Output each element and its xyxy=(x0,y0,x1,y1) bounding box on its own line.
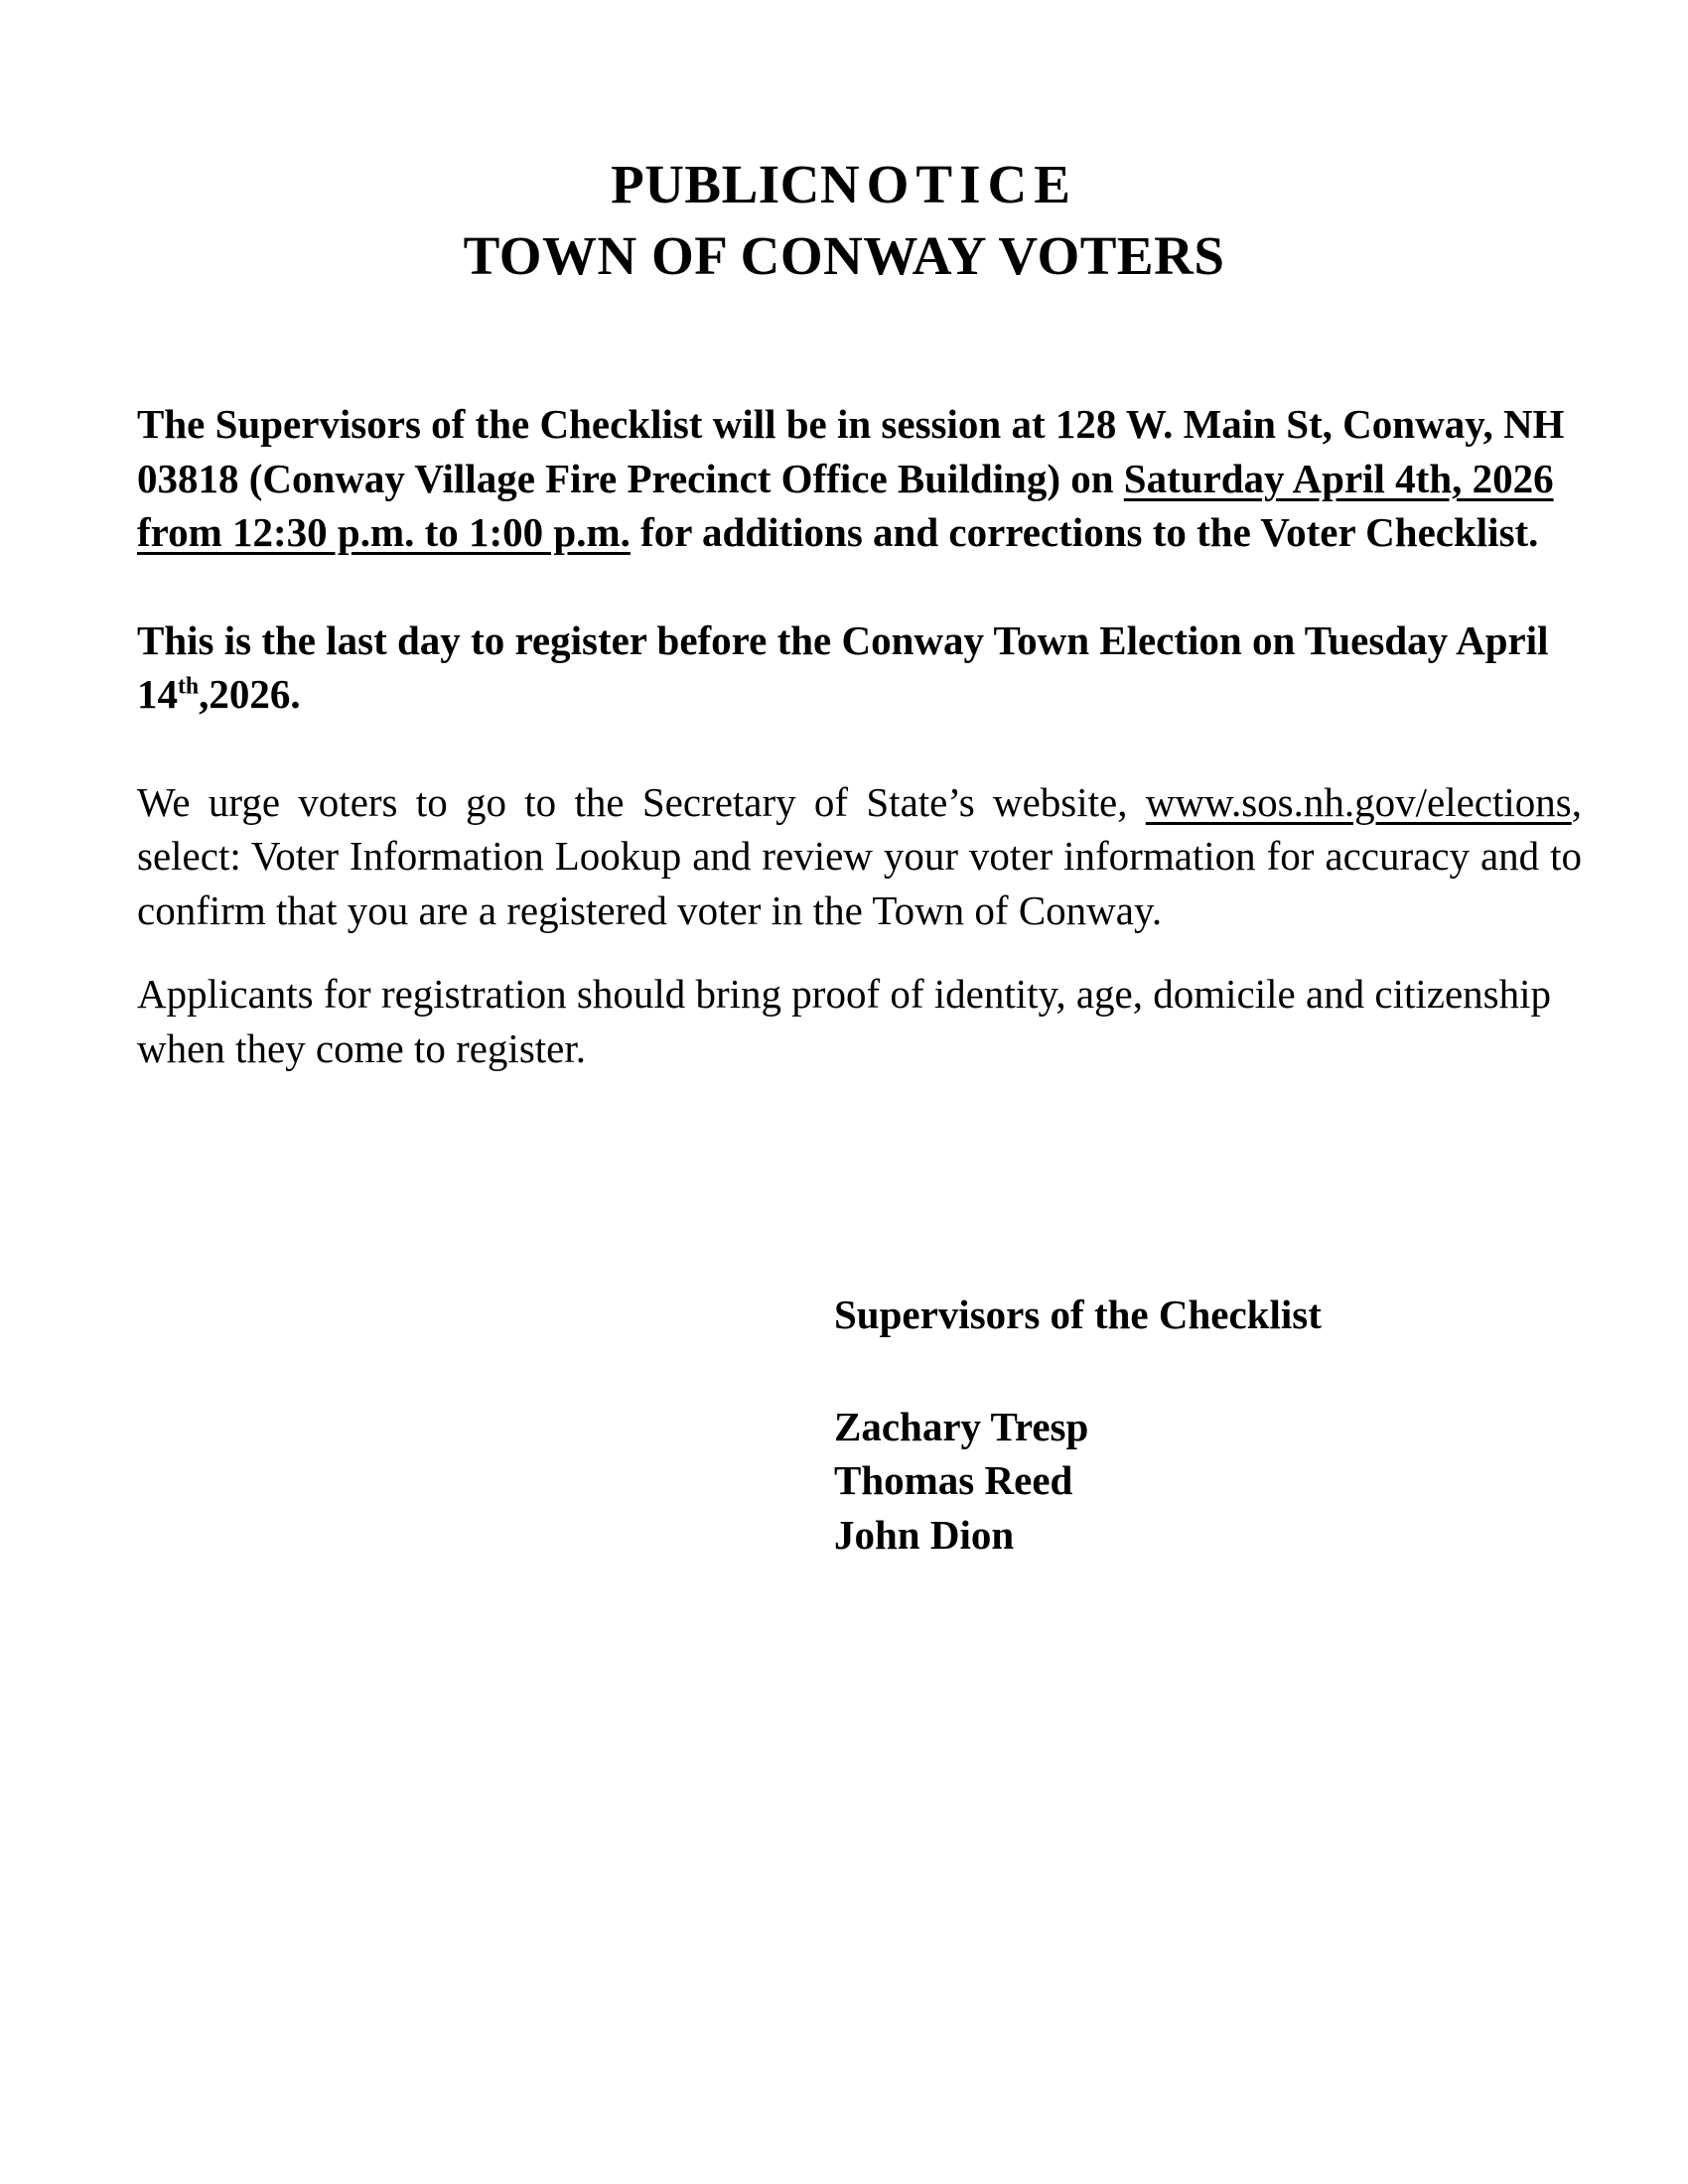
last-day-text-before-ordinal: This is the last day to register before the Conway Town Election on Tuesday April 14 xyxy=(137,616,1549,717)
page-title-line-2: TOWN OF CONWAY VOTERS xyxy=(463,225,1225,286)
signature-heading: Supervisors of the Checklist xyxy=(834,1292,1322,1337)
paragraph-secretary-of-state xyxy=(137,775,1582,938)
paragraph-applicants-requirements: Applicants for registration should bring proof of identity, age, domicile and citizenship when they come to register. xyxy=(137,971,1552,1071)
title-public-word: PUBLIC xyxy=(611,154,820,214)
session-date-time-underlined: Saturday April 4th, 2026 from 12:30 p.m. to 1:00 p.m. xyxy=(137,455,1554,555)
signature-block xyxy=(834,1288,1589,1562)
paragraph-spacer-1 xyxy=(137,560,1582,614)
notice-body xyxy=(137,397,1582,1075)
secretary-of-state-website-link[interactable]: www.sos.nh.gov/elections xyxy=(1145,778,1572,825)
signatory-name: Zachary Tresp xyxy=(834,1403,1089,1449)
ordinal-suffix-th: th xyxy=(178,673,200,700)
signatory-name: John Dion xyxy=(834,1511,1015,1558)
signature-spacer xyxy=(834,1342,1589,1400)
title-notice-word: NOTICE xyxy=(819,154,1077,214)
last-day-text-after-ordinal: ,2026. xyxy=(199,671,301,717)
paragraph-spacer-3 xyxy=(137,937,1582,967)
page-title-line-1 xyxy=(0,149,1688,220)
paragraph-session-details xyxy=(137,397,1582,560)
session-text-before-date: The Supervisors of the Checklist will be in session at 128 W. Main St, Conway, NH 03818 (Conway Village Fire Precinct Office Building) on xyxy=(137,401,1565,501)
notice-title-block xyxy=(0,149,1688,292)
secretary-text-before-link: We urge voters to go to the Secretary of State’s website, xyxy=(137,778,1146,825)
session-text-after-date: for additions and corrections to the Voter Checklist. xyxy=(630,509,1539,555)
paragraph-spacer-2 xyxy=(137,722,1582,775)
secretary-text-after-link: , select: Voter Information Lookup and review your voter information for accuracy and to confirm that you are a registered voter in the Town of Conway. xyxy=(137,778,1582,933)
paragraph-last-day-to-register xyxy=(137,614,1582,722)
signatory-name: Thomas Reed xyxy=(834,1457,1073,1503)
